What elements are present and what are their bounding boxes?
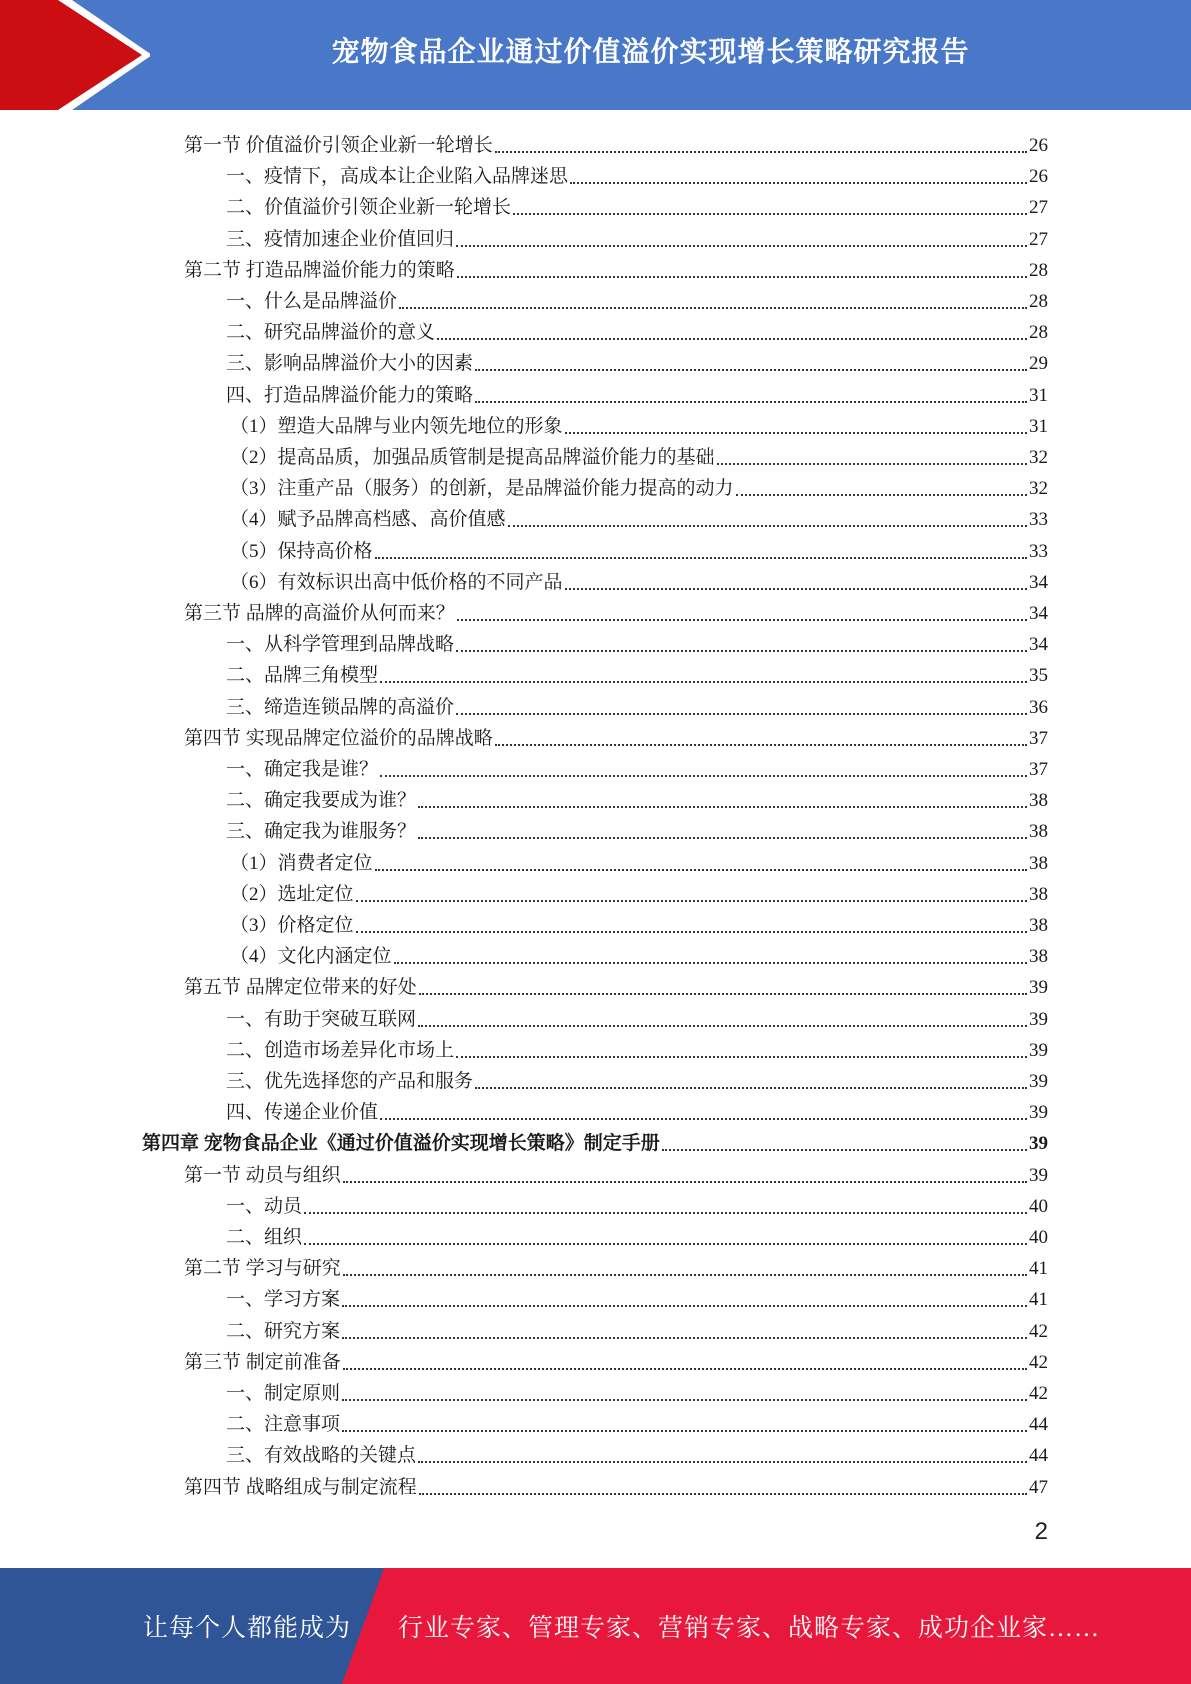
- toc-entry-page: 26: [1029, 135, 1048, 156]
- toc-entry-title: （1）消费者定位: [230, 852, 373, 874]
- toc-entry-page: 31: [1029, 384, 1048, 406]
- toc-entry-title: 二、组织: [226, 1227, 303, 1248]
- toc-entry[interactable]: [230, 938, 1048, 969]
- toc-leader-dots: [475, 369, 1027, 371]
- header-banner: [0, 0, 1191, 110]
- toc-leader-dots: [457, 619, 1027, 621]
- toc-entry-page: 28: [1029, 322, 1048, 344]
- toc-entry-title: 四、传递企业价值: [226, 1102, 379, 1124]
- toc-entry[interactable]: [230, 408, 1048, 439]
- toc-entry-title: 三、确定我为谁服务？: [226, 821, 417, 843]
- toc-leader-dots: [418, 837, 1027, 839]
- toc-leader-dots: [495, 151, 1027, 153]
- toc-entry-page: 26: [1029, 166, 1048, 188]
- toc-leader-dots: [356, 900, 1027, 902]
- toc-entry-title: 第四节 实现品牌定位溢价的品牌战略: [184, 727, 493, 749]
- footer-slogan-left: 让每个人都能成为: [143, 1615, 352, 1642]
- toc-entry-page: 37: [1029, 759, 1048, 780]
- toc-entry-title: 第三节 品牌的高溢价从何而来？: [184, 603, 455, 624]
- toc-entry-title: 一、确定我是谁？: [226, 759, 379, 780]
- toc-entry-title: 三、疫情加速企业价值回归: [226, 228, 455, 250]
- toc-entry[interactable]: [184, 720, 1048, 751]
- toc-entry-page: 44: [1029, 1414, 1048, 1436]
- toc-leader-dots: [342, 1337, 1027, 1339]
- toc-entry[interactable]: [230, 470, 1048, 501]
- toc-leader-dots: [356, 931, 1027, 933]
- toc-entry-title: （3）注重产品（服务）的创新，是品牌溢价能力提高的动力: [230, 478, 734, 500]
- toc-entry-page: 47: [1029, 1476, 1048, 1498]
- toc-leader-dots: [343, 1181, 1027, 1183]
- toc-leader-dots: [736, 494, 1027, 496]
- toc-entry-page: 42: [1029, 1383, 1048, 1404]
- toc-entry-title: 一、疫情下，高成本让企业陷入品牌迷思: [226, 166, 569, 188]
- toc-entry[interactable]: [226, 1032, 1048, 1063]
- toc-entry[interactable]: [226, 657, 1048, 688]
- toc-entry-title: （3）价格定位: [230, 915, 354, 936]
- toc-entry-title: 第一节 价值溢价引领企业新一轮增长: [184, 135, 493, 156]
- toc-leader-dots: [513, 213, 1027, 215]
- toc-entry[interactable]: [226, 1437, 1048, 1468]
- toc-leader-dots: [475, 401, 1027, 403]
- toc-entry[interactable]: [226, 626, 1048, 657]
- toc-entry-page: 38: [1029, 790, 1048, 812]
- toc-entry-title: 二、研究方案: [226, 1320, 341, 1342]
- toc-entry[interactable]: [226, 314, 1048, 345]
- toc-leader-dots: [570, 182, 1027, 184]
- toc-entry-page: 28: [1029, 291, 1048, 312]
- toc-entry[interactable]: [226, 782, 1048, 813]
- toc-entry-title: （2）提高品质，加强品质管制是提高品牌溢价能力的基础: [230, 447, 715, 468]
- toc-entry-page: 39: [1029, 977, 1048, 999]
- toc-leader-dots: [419, 1493, 1027, 1495]
- toc-leader-dots: [456, 1056, 1027, 1058]
- toc-leader-dots: [418, 1461, 1027, 1463]
- toc-entry-page: 38: [1029, 821, 1048, 843]
- toc-entry[interactable]: [226, 689, 1048, 720]
- toc-leader-dots: [508, 525, 1027, 527]
- toc-entry-page: 33: [1029, 540, 1048, 562]
- toc-entry-title: 三、优先选择您的产品和服务: [226, 1071, 474, 1092]
- toc-entry-page: 34: [1029, 571, 1048, 593]
- toc-leader-dots: [394, 962, 1027, 964]
- toc-entry[interactable]: [230, 876, 1048, 907]
- toc-entry-page: 31: [1029, 415, 1048, 437]
- toc-entry[interactable]: [230, 533, 1048, 564]
- toc-leader-dots: [304, 1212, 1027, 1214]
- toc-entry-page: 42: [1029, 1351, 1048, 1373]
- toc-entry-page: 37: [1029, 727, 1048, 749]
- toc-entry-title: 一、制定原则: [226, 1383, 341, 1404]
- toc-leader-dots: [475, 1087, 1027, 1089]
- toc-entry[interactable]: [226, 283, 1048, 314]
- toc-leader-dots: [375, 557, 1027, 559]
- toc-entry-page: 39: [1029, 1008, 1048, 1030]
- header-arrow-decoration: [0, 0, 150, 110]
- toc-entry[interactable]: [226, 1219, 1048, 1250]
- toc-entry[interactable]: [230, 439, 1048, 470]
- toc-entry-page: 40: [1029, 1227, 1048, 1248]
- toc-entry[interactable]: [226, 1281, 1048, 1312]
- toc-entry-page: 32: [1029, 478, 1048, 500]
- toc-entry[interactable]: [230, 907, 1048, 938]
- toc-entry-page: 38: [1029, 915, 1048, 936]
- toc-entry[interactable]: [226, 1313, 1048, 1344]
- toc-entry-page: 42: [1029, 1320, 1048, 1342]
- toc-entry[interactable]: [226, 377, 1048, 408]
- toc-leader-dots: [380, 775, 1027, 777]
- toc-entry-title: （2）选址定位: [230, 883, 354, 905]
- toc-entry[interactable]: [226, 158, 1048, 189]
- toc-entry[interactable]: [184, 1344, 1048, 1375]
- toc-entry-page: 39: [1029, 1102, 1048, 1124]
- toc-entry-page: 44: [1029, 1445, 1048, 1467]
- toc-entry-title: 二、品牌三角模型: [226, 665, 379, 687]
- toc-entry-title: （4）文化内涵定位: [230, 946, 392, 968]
- toc-leader-dots: [342, 1399, 1027, 1401]
- toc-entry[interactable]: [226, 1406, 1048, 1437]
- toc-entry-title: 第五节 品牌定位带来的好处: [184, 977, 417, 999]
- toc-entry-page: 39: [1029, 1071, 1048, 1092]
- toc-entry-title: 三、影响品牌溢价大小的因素: [226, 353, 474, 375]
- toc-leader-dots: [456, 650, 1027, 652]
- toc-entry-page: 39: [1029, 1164, 1048, 1186]
- toc-entry-page: 35: [1029, 665, 1048, 687]
- toc-entry-title: （1）塑造大品牌与业内领先地位的形象: [230, 415, 563, 437]
- toc-entry[interactable]: [230, 501, 1048, 532]
- toc-leader-dots: [343, 1274, 1027, 1276]
- toc-entry-page: 34: [1029, 603, 1048, 624]
- toc-leader-dots: [456, 713, 1027, 715]
- toc-leader-dots: [375, 869, 1027, 871]
- toc-entry[interactable]: [184, 1157, 1048, 1188]
- toc-entry[interactable]: [184, 1469, 1048, 1500]
- toc-entry-title: 第三节 制定前准备: [184, 1351, 341, 1373]
- toc-entry[interactable]: [226, 1001, 1048, 1032]
- toc-entry-title: （4）赋予品牌高档感、高价值感: [230, 509, 506, 531]
- toc-entry-title: 第四章 宠物食品企业《通过价值溢价实现增长策略》制定手册: [142, 1133, 660, 1155]
- footer-slogan-right: 行业专家、管理专家、营销专家、战略专家、成功企业家……: [398, 1615, 1101, 1642]
- toc-entry[interactable]: [184, 252, 1048, 283]
- toc-entry-title: 一、动员: [226, 1195, 303, 1217]
- toc-leader-dots: [380, 1118, 1027, 1120]
- toc-entry[interactable]: [142, 1125, 1048, 1156]
- toc-entry[interactable]: [184, 595, 1048, 626]
- footer-banner: [0, 1568, 1191, 1684]
- toc-entry[interactable]: [226, 189, 1048, 220]
- toc-leader-dots: [437, 338, 1027, 340]
- toc-entry-page: 38: [1029, 946, 1048, 968]
- toc-leader-dots: [342, 1430, 1027, 1432]
- toc-entry-page: 27: [1029, 197, 1048, 219]
- toc-entry-page: 40: [1029, 1195, 1048, 1217]
- toc-leader-dots: [304, 1243, 1027, 1245]
- toc-entry-page: 32: [1029, 447, 1048, 468]
- toc-entry-page: 38: [1029, 883, 1048, 905]
- toc-leader-dots: [457, 276, 1027, 278]
- toc-entry[interactable]: [226, 813, 1048, 844]
- toc-leader-dots: [418, 806, 1027, 808]
- toc-entry-page: 28: [1029, 259, 1048, 281]
- toc-entry-title: 第四节 战略组成与制定流程: [184, 1476, 417, 1498]
- page-number: 2: [1034, 1518, 1048, 1545]
- toc-entry-page: 29: [1029, 353, 1048, 375]
- toc-entry[interactable]: [226, 1063, 1048, 1094]
- toc-entry-title: 二、注意事项: [226, 1414, 341, 1436]
- toc-entry[interactable]: [226, 1375, 1048, 1406]
- toc-entry[interactable]: [230, 564, 1048, 595]
- toc-entry-title: 一、学习方案: [226, 1289, 341, 1311]
- toc-leader-dots: [565, 432, 1027, 434]
- toc-entry-title: 第一节 动员与组织: [184, 1164, 341, 1186]
- toc-entry-page: 27: [1029, 228, 1048, 250]
- toc-entry-title: 三、有效战略的关键点: [226, 1445, 417, 1467]
- toc-entry[interactable]: [226, 221, 1048, 252]
- toc-entry[interactable]: [230, 845, 1048, 876]
- toc-entry-title: 一、什么是品牌溢价: [226, 291, 398, 312]
- toc-entry-title: 第二节 打造品牌溢价能力的策略: [184, 259, 455, 281]
- toc-entry-title: 二、确定我要成为谁？: [226, 790, 417, 812]
- toc-leader-dots: [717, 463, 1027, 465]
- toc-leader-dots: [418, 1025, 1027, 1027]
- toc-entry[interactable]: [226, 1188, 1048, 1219]
- report-title: 宠物食品企业通过价值溢价实现增长策略研究报告: [331, 35, 970, 68]
- toc-leader-dots: [456, 245, 1027, 247]
- toc-entry-title: （5）保持高价格: [230, 540, 373, 562]
- toc-entry-title: 二、研究品牌溢价的意义: [226, 322, 436, 344]
- toc-entry-title: 一、有助于突破互联网: [226, 1008, 417, 1030]
- toc-entry-page: 39: [1029, 1133, 1048, 1155]
- toc-entry-title: 一、从科学管理到品牌战略: [226, 634, 455, 656]
- toc-leader-dots: [342, 1305, 1027, 1307]
- toc-leader-dots: [399, 307, 1027, 309]
- toc-entry-title: 第二节 学习与研究: [184, 1258, 341, 1280]
- toc-entry[interactable]: [184, 127, 1048, 158]
- toc-entry-title: （6）有效标识出高中低价格的不同产品: [230, 571, 563, 593]
- toc-leader-dots: [495, 744, 1027, 746]
- toc-entry-page: 34: [1029, 634, 1048, 656]
- toc-entry-page: 41: [1029, 1258, 1048, 1280]
- toc-leader-dots: [380, 681, 1027, 683]
- toc-entry[interactable]: [226, 1094, 1048, 1125]
- toc-leader-dots: [343, 1368, 1027, 1370]
- toc-leader-dots: [419, 993, 1027, 995]
- toc-entry-title: 三、缔造连锁品牌的高溢价: [226, 696, 455, 718]
- toc-entry[interactable]: [184, 969, 1048, 1000]
- toc-entry-page: 36: [1029, 696, 1048, 718]
- toc-entry-title: 二、价值溢价引领企业新一轮增长: [226, 197, 512, 219]
- toc-entry-page: 38: [1029, 852, 1048, 874]
- toc-leader-dots: [662, 1149, 1027, 1151]
- toc-entry[interactable]: [226, 751, 1048, 782]
- toc-entry-title: 四、打造品牌溢价能力的策略: [226, 384, 474, 406]
- toc-entry-page: 33: [1029, 509, 1048, 531]
- toc-entry[interactable]: [184, 1250, 1048, 1281]
- toc-entry-page: 39: [1029, 1039, 1048, 1061]
- toc-entry-page: 41: [1029, 1289, 1048, 1311]
- toc-entry-title: 二、创造市场差异化市场上: [226, 1039, 455, 1061]
- toc-entry[interactable]: [226, 345, 1048, 376]
- toc-leader-dots: [565, 588, 1027, 590]
